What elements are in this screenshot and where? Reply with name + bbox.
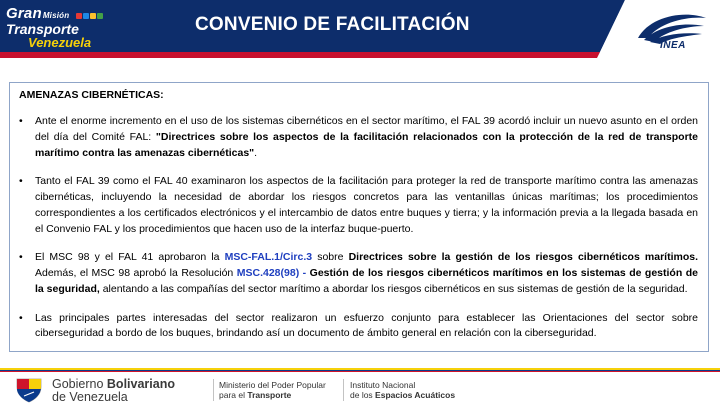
government-country: de Venezuela — [52, 390, 128, 405]
logo-color-squares-icon — [76, 7, 104, 22]
bullet-bold-text: - — [299, 267, 310, 279]
institute-line-1: Instituto Nacional — [350, 380, 416, 390]
ministry-line-2-regular: para el — [219, 389, 248, 400]
circular-reference-link[interactable]: MSC-FAL.1/Circ.3 — [224, 251, 313, 264]
bullet-bold-text: "Directrices sobre los aspectos de la facilitación relacionados con la protección de la red de transporte marítimo contra las amenazas cibernéticas" — [35, 130, 698, 159]
resolution-reference-link[interactable]: MSC.428(98) — [236, 267, 300, 279]
logo-line-2: Transporte — [6, 20, 79, 37]
logo-line-1: Gran — [6, 5, 42, 22]
institute-line-2-bold: Espacios Acuáticos — [375, 389, 456, 400]
bullet-text: alentando a las compañías del sector marítimo a abordar los riesgos cibernéticos en sus sistemas de gestión de la seguridad. — [99, 282, 688, 295]
bullet-list — [19, 114, 698, 342]
institute-name — [350, 381, 455, 401]
bullet-text: Además, el MSC 98 aprobó la Resolución — [35, 267, 237, 279]
logo-line-1-small: Misión — [42, 11, 70, 20]
bullet-item — [19, 174, 698, 237]
ministry-line-2-bold: Transporte — [247, 389, 292, 400]
gran-mision-transporte-logo — [6, 6, 126, 54]
bullet-item — [19, 114, 698, 161]
bullet-text: . — [254, 146, 258, 159]
bullet-item — [19, 250, 698, 297]
page-title: CONVENIO DE FACILITACIÓN — [195, 14, 470, 35]
footer-separator — [213, 379, 214, 401]
bullet-bold-text: Gestión de los riesgos cibernéticos marítimos en los sistemas de gestión de la seguridad, — [35, 267, 698, 295]
header-bar — [0, 0, 720, 60]
footer-separator — [343, 379, 344, 401]
bullet-text: Ante el enorme incremento en el uso de los sistemas cibernéticos en el sector marítimo, el FAL 39 acordó incluir un nuevo asunto en el orden del día del Comité FAL: — [35, 115, 698, 143]
ministry-name — [219, 381, 326, 401]
bullet-text: sobre — [312, 251, 349, 264]
venezuela-coat-of-arms-icon — [14, 377, 44, 403]
institute-line-2-regular: de los — [350, 389, 376, 400]
government-name — [52, 378, 175, 404]
government-name-regular: Gobierno — [52, 377, 107, 391]
government-name-bold: Bolivariano — [106, 377, 175, 391]
bullet-bold-text: Directrices sobre la gestión de los riesgos cibernéticos marítimos. — [348, 251, 698, 264]
bullet-text: El MSC 98 y el FAL 41 aprobaron la — [35, 251, 225, 264]
bullet-item — [19, 311, 698, 343]
bullet-text: Tanto el FAL 39 como el FAL 40 examinaron los aspectos de la facilitación para proteger la red de transporte marítimo contra las amenazas cibernéticas, incluyendo la necesidad de abordar los riesgos concretos para las ventanillas únicas marítimas; los procedimientos correspondientes a los certificados electrónicos y el intercambio de datos entre buques y tierra; y la información previa a la llegada basada en el Convenio FAL y los procedimientos que hacen uso de la interfaz buque-puerto. — [35, 175, 698, 235]
section-heading: AMENAZAS CIBERNÉTICAS: — [19, 89, 164, 101]
inea-logo-text: INEA — [660, 40, 686, 51]
ministry-line-1: Ministerio del Poder Popular — [219, 380, 326, 390]
content-box — [9, 82, 709, 352]
bullet-text: Las principales partes interesadas del sector realizaron un esfuerzo conjunto para establecer las Orientaciones del sector sobre ciberseguridad a bordo de los buques, brindando así un documento de ámbito general en relación con la ciberseguridad. — [35, 311, 698, 340]
logo-line-3: Venezuela — [28, 34, 92, 50]
